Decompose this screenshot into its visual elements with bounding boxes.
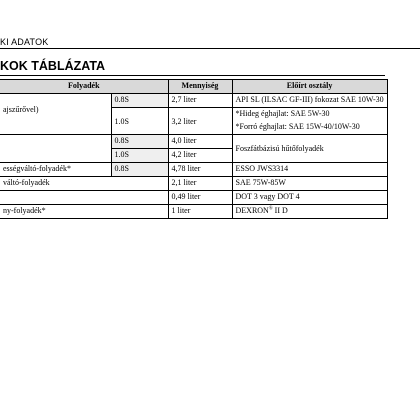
spec-cell: API SL (ILSAC GF-III) fokozat SAE 10W-30 [232, 94, 387, 108]
spec-cell: *Forró éghajlat: SAE 15W-40/10W-30 [232, 121, 387, 135]
quantity-cell: 2,1 liter [168, 177, 232, 191]
spec-cell: *Hideg éghajlat: SAE 5W-30 [232, 108, 387, 122]
section-header: KI ADATOK [0, 37, 49, 47]
table-row [0, 205, 387, 219]
header-quantity: Mennyiség [168, 80, 232, 94]
spec-cell: DOT 3 vagy DOT 4 [232, 191, 387, 205]
fluid-cell: ességváltó-folyadék* [0, 163, 111, 177]
table-header-row [0, 80, 387, 94]
spec-cell: Foszfátbázisú hűtőfolyadék [232, 135, 387, 163]
quantity-cell: 2,7 liter [168, 94, 232, 108]
quantity-cell: 4,78 liter [168, 163, 232, 177]
quantity-cell: 3,2 liter [168, 108, 232, 135]
spec-cell: ESSO JWS3314 [232, 163, 387, 177]
fluid-cell [0, 191, 168, 205]
table-row [0, 135, 387, 149]
quantity-cell: 1 liter [168, 205, 232, 219]
fluid-cell: váltó-folyadék [0, 177, 168, 191]
spec-cell: SAE 75W-85W [232, 177, 387, 191]
fluids-table [0, 79, 388, 219]
quantity-cell: 4,0 liter [168, 135, 232, 149]
variant-cell: 0.8S [111, 135, 168, 149]
header-fluid: Folyadék [0, 80, 168, 94]
variant-cell: 0.8S [111, 163, 168, 177]
spec-cell: DEXRON® II D [232, 205, 387, 219]
fluid-cell: ny-folyadék* [0, 205, 168, 219]
quantity-cell: 0,49 liter [168, 191, 232, 205]
page-title: KOK TÁBLÁZATA [0, 59, 106, 73]
quantity-cell: 4,2 liter [168, 149, 232, 163]
fluid-cell: ajszűrővel) [0, 94, 111, 135]
table-row [0, 191, 387, 205]
table-row [0, 177, 387, 191]
variant-cell: 1.0S [111, 108, 168, 135]
variant-cell: 0.8S [111, 94, 168, 108]
fluid-cell [0, 135, 111, 163]
table-row [0, 94, 387, 108]
header-divider [0, 48, 420, 49]
variant-cell: 1.0S [111, 149, 168, 163]
title-divider [0, 75, 385, 76]
header-spec: Előírt osztály [232, 80, 387, 94]
table-row [0, 163, 387, 177]
